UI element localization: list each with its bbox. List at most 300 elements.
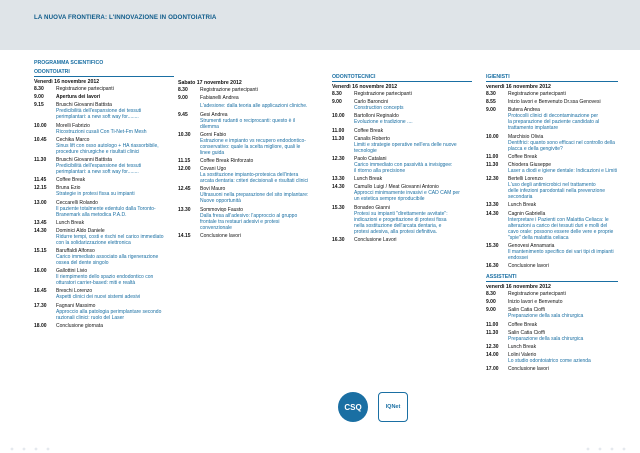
speaker-or-event: Covani Ugo [200,166,227,173]
talk-title: Carico immediato associato alla rigenerazione [56,254,159,261]
schedule-body [56,94,174,100]
talk-title: Ridurre tempi, costi e rischi nel carico immediato [56,233,164,240]
schedule-item [34,185,174,197]
talk-title: Estrazione e impianto vs recupero endodontico- [200,137,306,144]
schedule-time: 11.30 [486,161,499,168]
schedule-time: 15.30 [332,204,345,211]
talk-title: con la solidarizzazione elettronica [56,239,131,246]
speaker-or-event: Coffee Break [354,127,384,134]
speaker-or-event: Butera Andrea [508,107,540,114]
schedule-item [486,366,618,372]
section-title: ODONTOIATRI [34,69,174,77]
talk-title: otturatori carrier-based: miti e realtà [56,280,136,287]
talk-title: Predicibilità dell'espansione dei tessuti [56,108,142,115]
speaker-or-event: Registrazione partecipanti [508,91,566,97]
schedule-item [34,303,174,321]
talk-title: Il riempimento dello spazio endodontico con [56,274,154,281]
talk-title: endossei [508,254,529,261]
talk-title: Dentifrici: quanto sono efficaci nel controllo della [508,139,615,146]
schedule-body [56,288,174,300]
day-heading: Venerdì 16 novembre 2012 [34,79,100,85]
schedule-item [34,220,174,226]
schedule-body [56,268,174,286]
schedule-body [200,233,318,239]
column-igienisti [486,74,618,375]
schedule-body [200,207,318,231]
schedule-item [332,156,472,174]
schedule-item [34,123,174,135]
talk-title: Predicibilità dell'espansione dei tessuti [56,162,142,169]
schedule-body [508,99,618,105]
schedule-time: 12.15 [34,185,47,192]
schedule-body [354,237,472,243]
speaker-or-event: Conclusione lavori [508,262,549,269]
talk-title: Laser a diodi e igiene dentale: Indicazioni e Limiti [508,167,617,174]
schedule-time: 15.15 [34,248,47,255]
talk-title: alterazioni a carico dei tessuti duri e molli del [508,222,608,229]
schedule-body [508,176,618,200]
schedule-time: 9.00 [178,95,188,102]
speaker-or-event: Ceccarelli Rolando [56,199,98,206]
schedule-item [178,103,318,109]
talk-title: Sinus lift con osso autologo + HA riassorbibile, [56,142,159,149]
schedule-time: 8.30 [486,91,496,97]
talk-title: placca e della gengivite? [508,145,563,152]
speaker-or-event: Fagnani Massimo [56,302,96,309]
speaker-or-event: Lunch Break [56,219,85,226]
schedule-item [486,352,618,364]
schedule-item [486,307,618,319]
schedule-time: 13.30 [486,202,499,209]
speaker-or-event: Salin Catia Cioffi [508,329,545,336]
speaker-or-event: Paolo Catalani [354,155,387,162]
schedule-time: 14.30 [34,227,47,234]
schedule-time: 10.45 [34,136,47,143]
schedule-body [354,205,472,235]
certification-logos [338,392,408,422]
speaker-or-event: Registrazione partecipanti [200,87,258,93]
schedule-time: 16.45 [34,288,47,295]
footer-dots-decoration [0,443,640,453]
speaker-or-event: Morelli Fabrizio [56,122,90,129]
speaker-or-event: Registrazione partecipanti [56,86,114,92]
schedule-item [178,158,318,164]
speaker-or-event: Salin Catia Cioffi [508,307,545,314]
talk-title: Construction concepts [354,105,404,112]
schedule-body [508,154,618,160]
speaker-or-event: Gorni Fabio [200,131,227,138]
schedule-time: 8.30 [34,86,44,92]
talk-title: arcata dentaria: criteri decisionali e risultati clinici [200,178,309,185]
speaker-or-event: Bonadeo Gianni [354,204,390,211]
schedule-body [200,87,318,93]
schedule-body [354,176,472,182]
schedule-body [508,352,618,364]
schedule-list [332,91,472,243]
schedule-body [200,103,318,109]
schedule-body [56,137,174,155]
talk-title: conservativo: quale la scelta migliore, quali le [200,143,301,150]
schedule-time: 10.30 [178,131,191,138]
schedule-item [34,288,174,300]
talk-title: nella sostituzione dell'arcata dentaria, e [354,222,442,229]
schedule-body [56,102,174,120]
schedule-time: 16.30 [332,236,345,243]
schedule-body [354,136,472,154]
schedule-list [34,86,174,329]
schedule-body [508,243,618,261]
schedule-time: 12.00 [178,166,191,173]
talk-title: delle infezioni parodontali nella prevenzione [508,188,606,195]
speaker-or-event: Conclusione lavori [200,232,241,239]
column-odontoiatri-saturday [178,80,318,241]
schedule-body [354,184,472,202]
schedule-item [34,102,174,120]
schedule-body [56,220,174,226]
talk-title: Carico immediato con passività a invisiggee: [354,161,453,168]
talk-title: Lo studio odontoiatrico come azienda [508,358,591,365]
speaker-or-event: Inizio lavori e Benvenuto [508,299,563,306]
speaker-or-event: Coffee Break [508,153,538,160]
schedule-body [354,128,472,134]
schedule-time: 11.15 [178,157,191,164]
speaker-or-event: Canalis Roberto [354,135,390,142]
schedule-item [178,132,318,156]
speaker-or-event: Breschi Lorenzo [56,288,93,295]
schedule-item [486,330,618,342]
schedule-body [200,132,318,156]
talk-title: Il paziente totalmente edentulo dalla Toronto- [56,205,156,212]
schedule-body [508,322,618,328]
talk-title: ossea del dente singolo [56,260,109,267]
schedule-body [56,248,174,266]
speaker-or-event: Coffee Break [508,321,538,328]
schedule-body [508,202,618,208]
iqnet-logo: IQNet [378,392,408,422]
assistenti-day-heading: venerdì 16 novembre 2012 [486,284,551,291]
schedule-time: 13.45 [34,219,47,226]
schedule-time: 12.30 [332,155,345,162]
schedule-item [486,99,618,105]
talk-title: Protocolli clinici di decontaminazione per [508,113,599,120]
schedule-item [34,86,174,92]
schedule-item [34,200,174,218]
schedule-time: 11.00 [486,153,499,160]
speaker-or-event: Lolini Valerio [508,352,537,359]
talk-title: il ritorno alla precisione [354,167,406,174]
talk-title: Ultrasuoni nella preparazione del sito implantare: [200,192,309,199]
talk-title: L'uso degli antimicrobici nel trattamento [508,182,596,189]
schedule-body [56,177,174,183]
schedule-item [332,205,472,235]
talk-title: Evoluzione e tradizione .... [354,119,413,126]
schedule-body [508,162,618,174]
column-odontoiatri [34,60,174,331]
talk-title: Ricostruzioni cusali Con Ti-Net-Fm Mesh [56,128,147,135]
page-header [0,0,640,50]
schedule-item [486,134,618,152]
speaker-or-event: Conclusione giornata [56,322,103,329]
schedule-body [56,86,174,92]
speaker-or-event: Bovi Mauro [200,186,226,193]
schedule-time: 14.15 [178,232,191,239]
schedule-item [332,128,472,134]
schedule-item [34,177,174,183]
schedule-time: 17.30 [34,302,47,309]
page-title: LA NUOVA FRONTIERA: L'INNOVAZIONE IN ODONTOIATRIA [34,14,217,21]
schedule-item [178,166,318,184]
talk-title: Nuove opportunità [200,198,241,205]
schedule-body [508,291,618,297]
talk-title: La sostituzione impianto-protesica dell'intera [200,172,299,179]
schedule-time: 16.30 [486,262,499,269]
schedule-time: 8.55 [486,99,496,106]
speaker-or-event: Inizio lavori e Benvenuto Dr.ssa Genovesi [508,99,601,106]
talk-title: la preparazione del paziente candidato al [508,119,600,126]
speaker-or-event: Gesi Andrea [200,111,228,118]
schedule-item [332,99,472,111]
talk-title: indicazioni e progettazione di protesi fissa [354,216,447,223]
speaker-or-event: Dominici Aldo Daniele [56,227,105,234]
schedule-time: 13.30 [178,206,191,213]
day-heading: Sabato 17 novembre 2012 [178,80,242,86]
schedule-time: 11.00 [332,127,345,134]
schedule-item [178,233,318,239]
schedule-body [56,323,174,329]
speaker-or-event: Lunch Break [354,176,383,183]
talk-title: procedure chirurgiche e risultati clinici [56,148,140,155]
schedule-item [486,154,618,160]
schedule-item [178,95,318,101]
assistenti-schedule-list [486,291,618,372]
csq-logo: CSQ [338,392,368,422]
schedule-time: 9.45 [178,111,188,118]
schedule-item [332,184,472,202]
schedule-body [56,303,174,321]
talk-title: L'adesione: dalla teoria alle applicazioni cliniche. [200,103,308,110]
schedule-item [332,113,472,125]
talk-title: Strumenti rudanti o reciprocanti: questo è il [200,117,296,124]
schedule-item [34,94,174,100]
talk-title: Branemark alla metodica P.A.D. [56,211,127,218]
schedule-item [332,176,472,182]
schedule-body [200,95,318,101]
schedule-time: 10.00 [332,113,345,120]
schedule-item [486,299,618,305]
schedule-time: 18.00 [34,322,47,329]
schedule-time: 10.00 [34,122,47,129]
speaker-or-event: Lunch Break [508,344,537,350]
talk-title: frontale tra restauri adesivi e protesi [200,218,280,225]
schedule-time: 11.00 [486,321,499,328]
schedule-time: 12.45 [178,186,191,193]
schedule-body [508,211,618,241]
schedule-body [508,307,618,319]
schedule-time [178,103,200,109]
talk-title: convenzionale [200,224,232,231]
speaker-or-event: Bartolloni Reginaldo [354,113,399,120]
schedule-body [200,158,318,164]
talk-title: linee guida [200,149,225,156]
schedule-time: 8.30 [332,91,342,97]
schedule-time: 15.30 [486,242,499,249]
schedule-body [508,91,618,97]
schedule-body [354,156,472,174]
schedule-body [56,200,174,218]
schedule-item [486,263,618,269]
speaker-or-event: Bruna Ezio [56,185,81,192]
schedule-item [486,344,618,350]
schedule-body [56,185,174,197]
schedule-item [178,87,318,93]
schedule-body [56,228,174,246]
schedule-item [486,91,618,97]
speaker-or-event: Conclusione lavori [508,366,549,373]
schedule-body [354,113,472,125]
talk-title: "spie" della malattia celiaca [508,234,569,241]
schedule-time: 13.00 [34,199,47,206]
schedule-item [332,136,472,154]
talk-title: Dalla fresa all'adesivo: l'approccio al gruppo [200,212,298,219]
speaker-or-event: Sommoviqo Fausto [200,206,244,213]
schedule-item [34,268,174,286]
talk-title: un estetica sempre riproducibile [354,196,425,203]
speaker-or-event: Marchisio Olivia [508,133,544,140]
talk-title: Aspetti clinici dei nuovi sistemi adesivi [56,294,141,301]
schedule-time: 9.00 [34,94,44,101]
schedule-body [508,107,618,131]
talk-title: razionali clinici: ruolo del Laser [56,314,125,321]
talk-title: secondaria [508,194,533,201]
talk-title: perimplantari: a new soft way for........ [56,168,139,175]
speaker-or-event: Bruschi Giovanni Battista [56,102,112,109]
schedule-item [486,107,618,131]
talk-title: Protesi su impianti "direttamente avvitate": [354,210,448,217]
schedule-body [508,330,618,342]
day-heading: Venerdì 16 novembre 2012 [332,84,398,90]
speaker-or-event: Bertelli Lorenzo [508,176,543,183]
schedule-time: 12.30 [486,176,499,183]
speaker-or-event: Bruschi Giovanni Battista [56,156,112,163]
speaker-or-event: Apertura dei lavori [56,94,101,101]
schedule-item [486,162,618,174]
talk-title: dilemma [200,123,219,130]
schedule-time: 8.30 [486,291,496,298]
speaker-or-event: Coffee Break [56,177,86,184]
speaker-or-event: Gallottini Livio [56,268,88,275]
schedule-item [34,137,174,155]
schedule-time: 11.45 [34,177,47,184]
talk-title: Approcci minimamente invasivi e CAD CAM per [354,190,460,197]
column-odontotecnici [332,74,472,245]
schedule-time: 8.30 [178,87,188,93]
schedule-item [34,228,174,246]
schedule-time: 9.00 [486,307,496,314]
schedule-time: 11.30 [486,329,499,336]
schedule-item [178,112,318,130]
day-heading: venerdì 16 novembre 2012 [486,84,551,90]
schedule-body [508,344,618,350]
schedule-list [178,87,318,239]
schedule-time: 9.00 [486,299,496,306]
talk-title: tecnologie [354,147,377,154]
talk-title: protesi adesiva, alla protesi definitiva. [354,228,438,235]
speaker-or-event: Cechika Marco [56,136,90,143]
schedule-time: 10.00 [486,133,499,140]
schedule-body [200,112,318,130]
schedule-item [34,157,174,175]
speaker-or-event: Conclusione Lavori [354,236,397,243]
section-title: IGIENISTI [486,74,618,82]
schedule-item [34,248,174,266]
schedule-body [508,134,618,152]
schedule-time: 11.30 [332,135,345,142]
program-title: PROGRAMMA SCIENTIFICO [34,60,104,66]
talk-title: Approccio alla patologia perimplantare secondo [56,308,162,315]
schedule-list [486,91,618,269]
schedule-body [508,299,618,305]
schedule-item [178,207,318,231]
speaker-or-event: Registrazione partecipanti [508,291,566,298]
schedule-item [332,91,472,97]
schedule-item [486,211,618,241]
schedule-body [200,166,318,184]
speaker-or-event: Fabianelli Andrea [200,95,239,102]
schedule-item [34,323,174,329]
talk-title: perimplantari: a new soft way for........ [56,114,139,121]
schedule-item [486,291,618,297]
schedule-item [486,176,618,200]
schedule-body [508,263,618,269]
speaker-or-event: Cagnin Gabriella [508,210,546,217]
schedule-body [508,366,618,372]
schedule-item [178,186,318,204]
schedule-time: 9.00 [486,107,496,114]
schedule-body [354,99,472,111]
schedule-time: 11.30 [34,156,47,163]
schedule-time: 14.30 [486,210,499,217]
speaker-or-event: Coffee Break Rinforzato [200,157,254,164]
schedule-body [200,186,318,204]
speaker-or-event: Camullo Luigi / Meat Giovanni Antonio [354,184,439,191]
talk-title: cavo orale: possono essere delle vere e proprie [508,228,614,235]
speaker-or-event: Registrazione partecipanti [354,91,412,97]
speaker-or-event: Genovesi Annamaria [508,242,555,249]
assistenti-section-title: ASSISTENTI [486,274,618,282]
talk-title: Il mantenimento specifico dei vari tipi di impianti [508,248,614,255]
schedule-item [486,243,618,261]
schedule-time: 13.30 [332,176,345,183]
schedule-time: 17.00 [486,366,499,373]
section-title: ODONTOTECNICI [332,74,472,82]
talk-title: Strategie in protesi fissa su impianti [56,191,135,198]
talk-title: Preparazione della sala chirurgica [508,313,584,320]
schedule-body [56,157,174,175]
speaker-or-event: Chiodera Giuseppe [508,161,552,168]
schedule-time: 9.15 [34,102,44,109]
talk-title: trattamento implantare [508,125,559,132]
speaker-or-event: Baruffaldi Alfonso [56,248,95,255]
talk-title: Preparazione della sala chirurgica [508,335,584,342]
schedule-body [354,91,472,97]
speaker-or-event: Lunch Break [508,202,537,209]
schedule-body [56,123,174,135]
speaker-or-event: Carlo Baroncini [354,99,389,106]
talk-title: Limiti e strategie operative nell'era delle nuove [354,141,457,148]
talk-title: Interpretare i Pazienti con Malattia Celiaca: le [508,216,609,223]
schedule-item [486,202,618,208]
schedule-time: 14.00 [486,352,499,359]
